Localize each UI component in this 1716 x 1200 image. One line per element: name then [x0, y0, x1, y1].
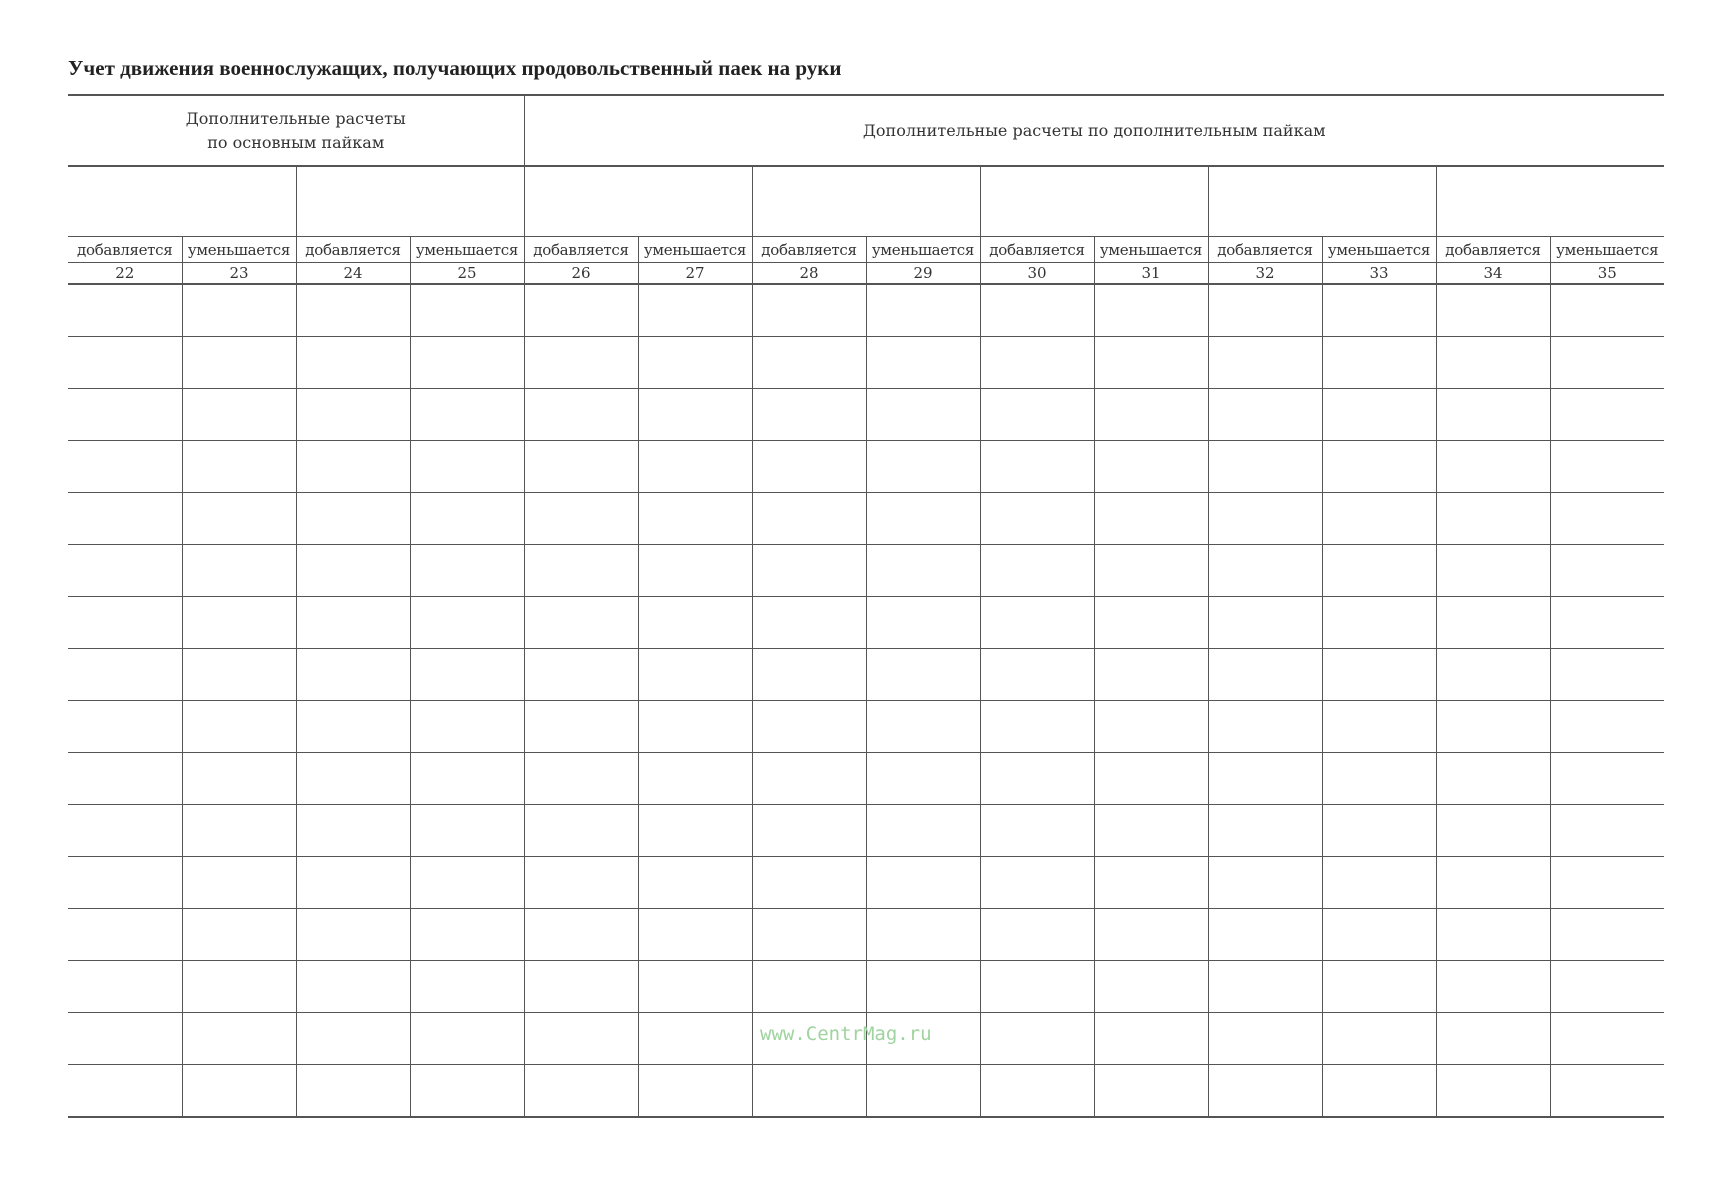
data-cell[interactable]: [410, 753, 524, 805]
data-cell[interactable]: [410, 1065, 524, 1118]
data-cell[interactable]: [866, 649, 980, 701]
data-cell[interactable]: [638, 961, 752, 1013]
data-cell[interactable]: [980, 753, 1094, 805]
data-cell[interactable]: [182, 441, 296, 493]
data-cell[interactable]: [410, 337, 524, 389]
column-number: 27: [638, 263, 752, 285]
data-cell[interactable]: [296, 389, 410, 441]
data-cell[interactable]: [1550, 493, 1664, 545]
subgroup-cell[interactable]: [980, 166, 1208, 237]
data-row: [68, 493, 1664, 545]
data-cell[interactable]: [1094, 545, 1208, 597]
data-cell[interactable]: [68, 857, 182, 909]
data-cell[interactable]: [1550, 597, 1664, 649]
data-cell[interactable]: [1550, 961, 1664, 1013]
data-cell[interactable]: [296, 597, 410, 649]
column-label: добавляется: [752, 237, 866, 263]
data-cell[interactable]: [1550, 1013, 1664, 1065]
data-cell[interactable]: [1550, 857, 1664, 909]
data-cell[interactable]: [68, 649, 182, 701]
data-cell[interactable]: [1208, 389, 1322, 441]
data-cell[interactable]: [182, 649, 296, 701]
data-cell[interactable]: [1436, 701, 1550, 753]
data-cell[interactable]: [410, 909, 524, 961]
data-cell[interactable]: [752, 284, 866, 337]
data-cell[interactable]: [1208, 597, 1322, 649]
data-cell[interactable]: [1208, 805, 1322, 857]
data-cell[interactable]: [296, 701, 410, 753]
data-row: [68, 701, 1664, 753]
data-cell[interactable]: [1322, 753, 1436, 805]
data-cell[interactable]: [1322, 337, 1436, 389]
data-cell[interactable]: [524, 597, 638, 649]
data-cell[interactable]: [752, 493, 866, 545]
data-cell[interactable]: [1322, 389, 1436, 441]
column-number: 33: [1322, 263, 1436, 285]
data-cell[interactable]: [1550, 337, 1664, 389]
data-cell[interactable]: [68, 1013, 182, 1065]
data-cell[interactable]: [1094, 805, 1208, 857]
data-cell[interactable]: [182, 961, 296, 1013]
data-cell[interactable]: [752, 597, 866, 649]
data-cell[interactable]: [182, 857, 296, 909]
data-cell[interactable]: [182, 337, 296, 389]
subgroup-cell[interactable]: [1208, 166, 1436, 237]
data-cell[interactable]: [638, 1065, 752, 1118]
data-cell[interactable]: [410, 1013, 524, 1065]
data-cell[interactable]: [638, 389, 752, 441]
column-label: добавляется: [296, 237, 410, 263]
data-cell[interactable]: [524, 493, 638, 545]
data-cell[interactable]: [296, 649, 410, 701]
data-cell[interactable]: [296, 493, 410, 545]
data-cell[interactable]: [866, 1065, 980, 1118]
data-cell[interactable]: [1208, 545, 1322, 597]
group-basic-line2: по основным пайкам: [207, 132, 385, 152]
column-number: 31: [1094, 263, 1208, 285]
data-cell[interactable]: [524, 857, 638, 909]
data-cell[interactable]: [68, 545, 182, 597]
data-cell[interactable]: [1322, 649, 1436, 701]
data-cell[interactable]: [866, 284, 980, 337]
column-label: уменьшается: [1322, 237, 1436, 263]
data-cell[interactable]: [1436, 597, 1550, 649]
data-cell[interactable]: [1208, 753, 1322, 805]
data-cell[interactable]: [866, 389, 980, 441]
data-row: [68, 389, 1664, 441]
data-cell[interactable]: [1094, 337, 1208, 389]
data-cell[interactable]: [1436, 857, 1550, 909]
data-cell[interactable]: [524, 805, 638, 857]
data-cell[interactable]: [1436, 753, 1550, 805]
data-cell[interactable]: [866, 545, 980, 597]
data-cell[interactable]: [1322, 284, 1436, 337]
data-cell[interactable]: [1322, 545, 1436, 597]
data-cell[interactable]: [1322, 493, 1436, 545]
data-cell[interactable]: [410, 389, 524, 441]
data-cell[interactable]: [410, 284, 524, 337]
data-cell[interactable]: [1208, 701, 1322, 753]
data-cell[interactable]: [410, 545, 524, 597]
data-cell[interactable]: [638, 441, 752, 493]
data-cell[interactable]: [980, 389, 1094, 441]
data-cell[interactable]: [752, 337, 866, 389]
data-cell[interactable]: [1322, 1065, 1436, 1118]
data-cell[interactable]: [1436, 284, 1550, 337]
column-label: уменьшается: [866, 237, 980, 263]
data-cell[interactable]: [68, 1065, 182, 1118]
column-label: добавляется: [1208, 237, 1322, 263]
data-cell[interactable]: [296, 545, 410, 597]
data-cell[interactable]: [1208, 649, 1322, 701]
data-cell[interactable]: [980, 909, 1094, 961]
data-cell[interactable]: [296, 441, 410, 493]
data-cell[interactable]: [638, 1013, 752, 1065]
data-cell[interactable]: [296, 284, 410, 337]
data-cell[interactable]: [1550, 701, 1664, 753]
data-cell[interactable]: [1094, 493, 1208, 545]
data-cell[interactable]: [1322, 701, 1436, 753]
data-cell[interactable]: [866, 493, 980, 545]
data-cell[interactable]: [980, 857, 1094, 909]
data-cell[interactable]: [1208, 961, 1322, 1013]
subgroup-cell[interactable]: [752, 166, 980, 237]
column-number: 35: [1550, 263, 1664, 285]
data-cell[interactable]: [296, 337, 410, 389]
data-cell[interactable]: [410, 701, 524, 753]
data-cell[interactable]: [866, 753, 980, 805]
data-cell[interactable]: [524, 909, 638, 961]
data-cell[interactable]: [752, 857, 866, 909]
data-cell[interactable]: [638, 649, 752, 701]
data-cell[interactable]: [638, 805, 752, 857]
data-row: [68, 284, 1664, 337]
data-cell[interactable]: [68, 961, 182, 1013]
data-cell[interactable]: [1550, 441, 1664, 493]
data-cell[interactable]: [182, 909, 296, 961]
data-cell[interactable]: [1436, 441, 1550, 493]
data-cell[interactable]: [1208, 337, 1322, 389]
data-cell[interactable]: [1208, 909, 1322, 961]
data-row: [68, 961, 1664, 1013]
data-cell[interactable]: [524, 389, 638, 441]
data-cell[interactable]: [410, 649, 524, 701]
data-cell[interactable]: [752, 805, 866, 857]
column-number: 29: [866, 263, 980, 285]
data-row: [68, 597, 1664, 649]
data-cell[interactable]: [638, 701, 752, 753]
data-cell[interactable]: [182, 753, 296, 805]
subgroup-cell[interactable]: [68, 166, 296, 237]
data-cell[interactable]: [524, 1013, 638, 1065]
data-cell[interactable]: [296, 857, 410, 909]
data-cell[interactable]: [1436, 1013, 1550, 1065]
column-number: 23: [182, 263, 296, 285]
data-cell[interactable]: [410, 441, 524, 493]
data-cell[interactable]: [182, 1013, 296, 1065]
subgroup-cell[interactable]: [524, 166, 752, 237]
data-cell[interactable]: [752, 701, 866, 753]
data-cell[interactable]: [980, 597, 1094, 649]
data-cell[interactable]: [524, 337, 638, 389]
data-cell[interactable]: [1322, 805, 1436, 857]
data-cell[interactable]: [1436, 961, 1550, 1013]
form-title: Учет движения военнослужащих, получающих продовольственный паек на руки: [68, 56, 842, 80]
data-cell[interactable]: [980, 337, 1094, 389]
column-number: 25: [410, 263, 524, 285]
column-label: добавляется: [1436, 237, 1550, 263]
group-header-basic-rations: [68, 95, 524, 166]
data-cell[interactable]: [68, 389, 182, 441]
data-cell[interactable]: [410, 805, 524, 857]
data-cell[interactable]: [1436, 649, 1550, 701]
data-cell[interactable]: [866, 857, 980, 909]
column-label: уменьшается: [182, 237, 296, 263]
column-number: 30: [980, 263, 1094, 285]
data-cell[interactable]: [638, 597, 752, 649]
data-cell[interactable]: [182, 284, 296, 337]
data-cell[interactable]: [1094, 389, 1208, 441]
data-cell[interactable]: [68, 284, 182, 337]
data-cell[interactable]: [638, 857, 752, 909]
data-cell[interactable]: [1550, 545, 1664, 597]
data-cell[interactable]: [980, 284, 1094, 337]
data-cell[interactable]: [1094, 961, 1208, 1013]
data-cell[interactable]: [980, 441, 1094, 493]
data-cell[interactable]: [1436, 805, 1550, 857]
data-cell[interactable]: [524, 961, 638, 1013]
data-cell[interactable]: [296, 1065, 410, 1118]
column-label: уменьшается: [410, 237, 524, 263]
data-cell[interactable]: [524, 545, 638, 597]
data-cell[interactable]: [1208, 857, 1322, 909]
data-cell[interactable]: [182, 805, 296, 857]
data-cell[interactable]: [410, 597, 524, 649]
data-cell[interactable]: [524, 1065, 638, 1118]
subgroup-row: [68, 166, 1664, 237]
data-cell[interactable]: [410, 961, 524, 1013]
data-cell[interactable]: [68, 753, 182, 805]
data-cell[interactable]: [182, 701, 296, 753]
data-cell[interactable]: [296, 805, 410, 857]
data-cell[interactable]: [1436, 909, 1550, 961]
column-number: 24: [296, 263, 410, 285]
data-cell[interactable]: [1094, 441, 1208, 493]
data-row: [68, 909, 1664, 961]
data-cell[interactable]: [1322, 857, 1436, 909]
data-cell[interactable]: [296, 961, 410, 1013]
data-cell[interactable]: [68, 337, 182, 389]
data-cell[interactable]: [752, 545, 866, 597]
data-cell[interactable]: [182, 597, 296, 649]
data-cell[interactable]: [1094, 857, 1208, 909]
data-cell[interactable]: [752, 649, 866, 701]
watermark: www.CentrMag.ru: [760, 1023, 932, 1045]
data-cell[interactable]: [524, 753, 638, 805]
data-cell[interactable]: [980, 805, 1094, 857]
column-label: добавляется: [980, 237, 1094, 263]
data-cell[interactable]: [296, 909, 410, 961]
data-cell[interactable]: [1322, 597, 1436, 649]
data-cell[interactable]: [1094, 597, 1208, 649]
column-label-row: [68, 237, 1664, 263]
data-cell[interactable]: [752, 909, 866, 961]
data-cell[interactable]: [1208, 1065, 1322, 1118]
column-label: уменьшается: [1550, 237, 1664, 263]
data-cell[interactable]: [752, 753, 866, 805]
data-cell[interactable]: [1322, 961, 1436, 1013]
data-cell[interactable]: [1436, 337, 1550, 389]
data-cell[interactable]: [866, 805, 980, 857]
data-cell[interactable]: [752, 1065, 866, 1118]
data-cell[interactable]: [866, 701, 980, 753]
data-row: [68, 545, 1664, 597]
data-cell[interactable]: [68, 493, 182, 545]
data-cell[interactable]: [1094, 701, 1208, 753]
data-cell[interactable]: [1094, 1013, 1208, 1065]
data-cell[interactable]: [1436, 389, 1550, 441]
data-cell[interactable]: [638, 909, 752, 961]
data-cell[interactable]: [296, 753, 410, 805]
column-label: уменьшается: [638, 237, 752, 263]
data-cell[interactable]: [524, 441, 638, 493]
data-cell[interactable]: [866, 441, 980, 493]
data-cell[interactable]: [752, 389, 866, 441]
data-cell[interactable]: [1436, 493, 1550, 545]
column-number: 28: [752, 263, 866, 285]
data-cell[interactable]: [866, 597, 980, 649]
data-cell[interactable]: [1094, 1065, 1208, 1118]
data-cell[interactable]: [68, 909, 182, 961]
data-cell[interactable]: [752, 441, 866, 493]
data-cell[interactable]: [866, 909, 980, 961]
ration-form-table: [68, 94, 1664, 1118]
data-row: [68, 337, 1664, 389]
data-row: [68, 441, 1664, 493]
data-cell[interactable]: [1208, 284, 1322, 337]
data-cell[interactable]: [638, 753, 752, 805]
column-number: 32: [1208, 263, 1322, 285]
data-row: [68, 805, 1664, 857]
group-header-row: [68, 95, 1664, 166]
data-cell[interactable]: [638, 493, 752, 545]
data-cell[interactable]: [1550, 284, 1664, 337]
data-cell[interactable]: [1550, 753, 1664, 805]
data-cell[interactable]: [1550, 389, 1664, 441]
subgroup-cell[interactable]: [1436, 166, 1664, 237]
data-cell[interactable]: [1550, 649, 1664, 701]
data-cell[interactable]: [980, 545, 1094, 597]
data-cell[interactable]: [68, 597, 182, 649]
data-cell[interactable]: [1208, 493, 1322, 545]
data-cell[interactable]: [980, 649, 1094, 701]
column-number-row: [68, 263, 1664, 285]
data-cell[interactable]: [524, 701, 638, 753]
data-cell[interactable]: [68, 441, 182, 493]
data-cell[interactable]: [1208, 441, 1322, 493]
data-cell[interactable]: [638, 337, 752, 389]
data-cell[interactable]: [1322, 441, 1436, 493]
data-cell[interactable]: [68, 701, 182, 753]
data-cell[interactable]: [1550, 909, 1664, 961]
data-cell[interactable]: [1322, 909, 1436, 961]
data-cell[interactable]: [1436, 545, 1550, 597]
data-cell[interactable]: [980, 961, 1094, 1013]
data-cell[interactable]: [1094, 649, 1208, 701]
data-cell[interactable]: [410, 857, 524, 909]
data-cell[interactable]: [1550, 805, 1664, 857]
data-row: [68, 857, 1664, 909]
data-cell[interactable]: [866, 337, 980, 389]
column-label: уменьшается: [1094, 237, 1208, 263]
data-row: [68, 1065, 1664, 1118]
data-cell[interactable]: [410, 493, 524, 545]
data-cell[interactable]: [1094, 753, 1208, 805]
data-cell[interactable]: [68, 805, 182, 857]
data-cell[interactable]: [296, 1013, 410, 1065]
data-cell[interactable]: [980, 493, 1094, 545]
data-cell[interactable]: [1094, 284, 1208, 337]
column-label: добавляется: [524, 237, 638, 263]
data-cell[interactable]: [182, 1065, 296, 1118]
column-number: 22: [68, 263, 182, 285]
column-number: 26: [524, 263, 638, 285]
data-cell[interactable]: [524, 284, 638, 337]
group-basic-line1: Дополнительные расчеты: [185, 108, 406, 128]
data-cell[interactable]: [980, 1013, 1094, 1065]
group-header-additional-rations: Дополнительные расчеты по дополнительным пайкам: [524, 95, 1664, 166]
data-cell[interactable]: [182, 493, 296, 545]
data-cell[interactable]: [1208, 1013, 1322, 1065]
data-cell[interactable]: [182, 545, 296, 597]
data-cell[interactable]: [866, 961, 980, 1013]
data-cell[interactable]: [752, 961, 866, 1013]
column-number: 34: [1436, 263, 1550, 285]
column-label: добавляется: [77, 240, 173, 259]
data-cell[interactable]: [1094, 909, 1208, 961]
data-cell[interactable]: [1550, 1065, 1664, 1118]
data-row: [68, 649, 1664, 701]
data-cell[interactable]: [524, 649, 638, 701]
data-cell[interactable]: [638, 545, 752, 597]
data-cell[interactable]: [980, 701, 1094, 753]
data-cell[interactable]: [1322, 1013, 1436, 1065]
data-cell[interactable]: [638, 284, 752, 337]
data-cell[interactable]: [182, 389, 296, 441]
data-cell[interactable]: [1436, 1065, 1550, 1118]
data-cell[interactable]: [980, 1065, 1094, 1118]
subgroup-cell[interactable]: [296, 166, 524, 237]
data-row: [68, 753, 1664, 805]
